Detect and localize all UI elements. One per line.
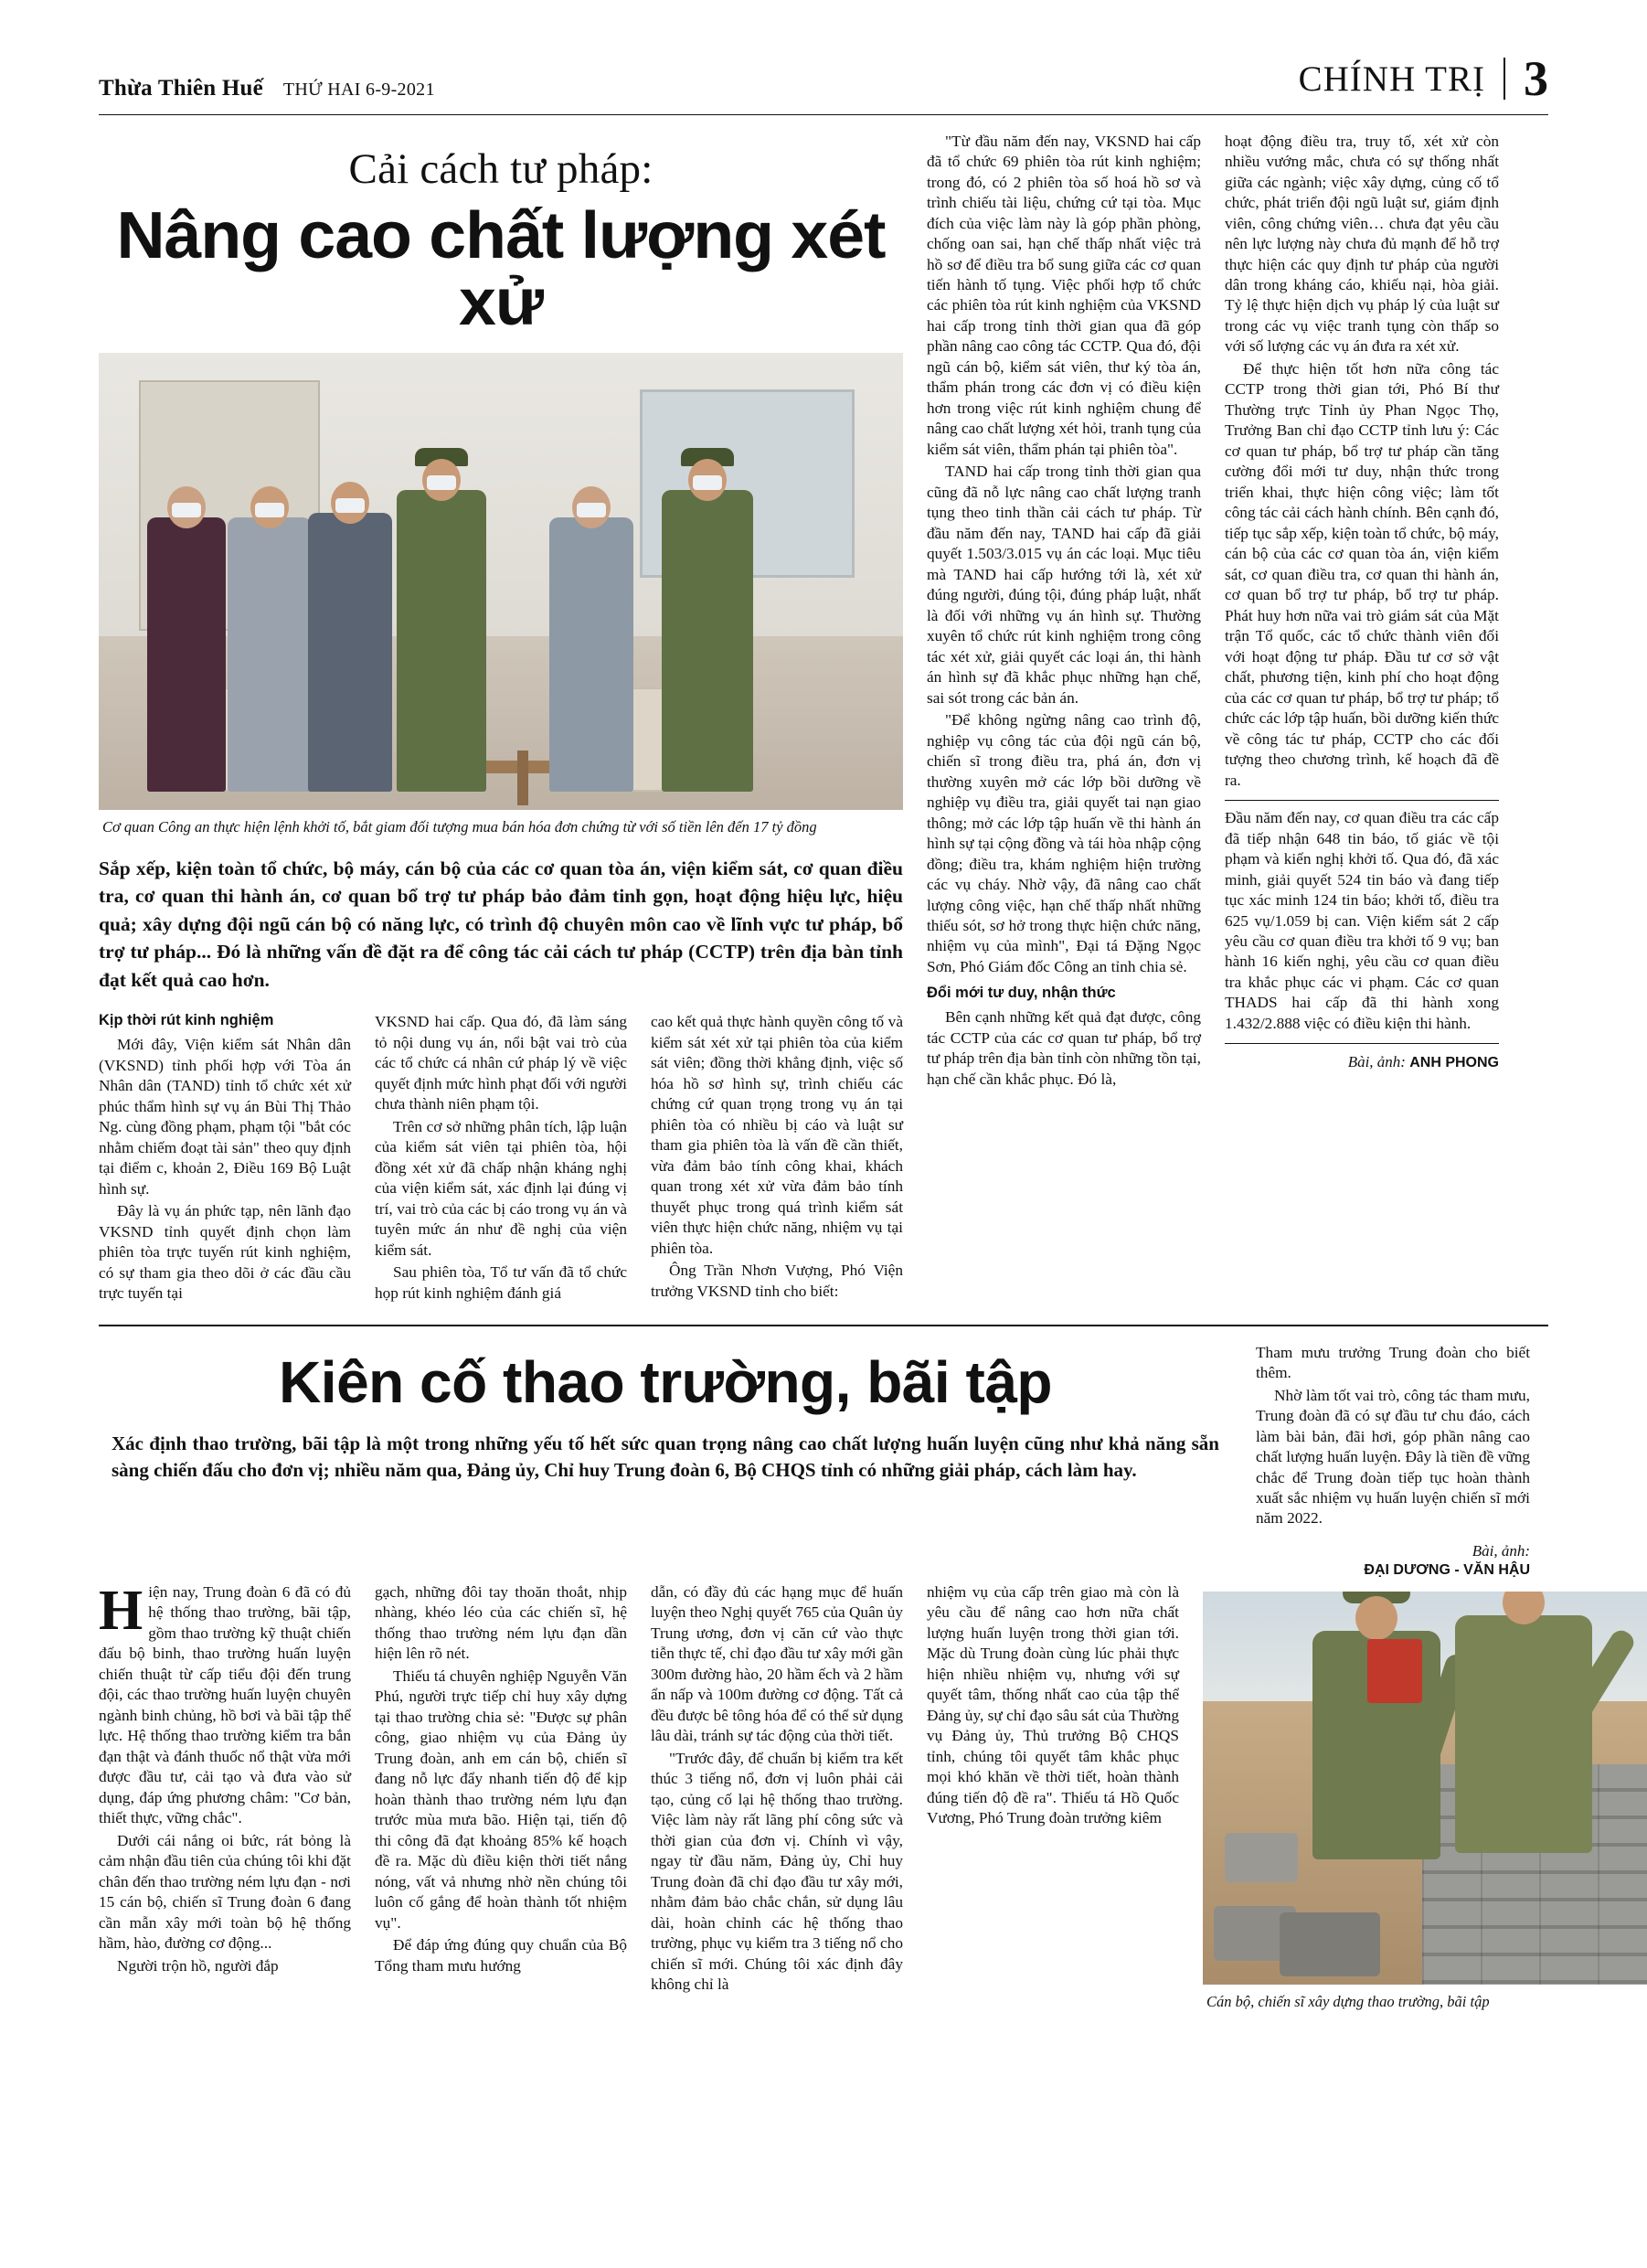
article-cai-cach-tu-phap <box>99 132 1548 1306</box>
paragraph: Đây là vụ án phức tạp, nên lãnh đạo VKSND tỉnh quyết định chọn làm phiên tòa trực tuyến rút kinh nghiệm, có sự tham gia theo dõi ở các đầu cầu trực tuyến tại <box>99 1202 351 1303</box>
paragraph: Để thực hiện tốt hơn nữa công tác CCTP trong thời gian tới, Phó Bí thư Thường trực Tỉnh ủy Phan Ngọc Thọ, Trưởng Ban chỉ đạo CCTP tỉnh lưu ý: Các cơ quan tư pháp, bổ trợ tư pháp cần tăng cường đổi mới tư duy, nhận thức trong triển khai, thực hiện công việc; làm tốt công tác cải cách hành chính. Bên cạnh đó, tiếp tục sắp xếp, kiện toàn tổ chức, bộ máy, cán bộ của các cơ quan tòa án, viện kiểm sát, cơ quan điều tra, cơ quan thi hành án, cơ quan bổ trợ tư pháp, bổ trợ tư pháp. Phát huy hơn nữa vai trò giám sát của Mặt trận Tổ quốc, các tổ chức thành viên đối với hoạt động tư pháp. Đầu tư cơ sở vật chất, phương tiện, kinh phí cho hoạt động của các cơ quan tư pháp, bổ trợ tư pháp; tổ chức các lớp tập huấn, bồi dưỡng kiến thức về công tác tư pháp, CCTP cho các đối tượng theo chương trình, kế hoạch đã đề ra. <box>1225 359 1499 789</box>
paragraph: Người trộn hồ, người đắp <box>117 1956 279 1975</box>
paragraph: nhiệm vụ của cấp trên giao mà còn là yêu cầu để nâng cao hơn nữa chất lượng huấn luyện trong thời gian tới. Mặc dù Trung đoàn cùng lúc phải thực hiện nhiều nhiệm vụ, nhưng với sự quyết tâm, thống nhất cao của tập thể Đảng ủy, sự chỉ đạo sâu sát của Thường vụ Đảng ủy, Thủ trưởng Bộ CHQS tỉnh, chúng tôi quyết tâm khắc phục mọi khó khăn về thời tiết, hoàn thành đúng tiến độ đề ra". Thiếu tá Hồ Quốc Vương, Phó Trung đoàn trưởng kiêm <box>927 1582 1179 1827</box>
article2-byline <box>1256 1542 1530 1579</box>
article1-headline: Nâng cao chất lượng xét xử <box>116 198 886 340</box>
paragraph: "Từ đầu năm đến nay, VKSND hai cấp đã tổ chức 69 phiên tòa rút kinh nghiệm; trong đó, có 2 phiên tòa số hoá hồ sơ và trình chiếu tài liệu, chứng cứ tại tòa. Mục đích của việc làm này là góp phần phòng, chống oan sai, hạn chế thấp nhất việc trả hồ sơ để điều tra bổ sung giữa các cơ quan tiến hành tố tụng. Việc phối hợp tổ chức các phiên tòa rút kinh nghiệm của VKSND hai cấp trong tỉnh thời gian qua đã góp phần nâng cao công tác CCTP. Qua đó, đội ngũ cán bộ, kiểm sát viên, thư ký tòa án, thẩm phán trong các đơn vị có điều kiện hơn trong việc rút kinh nghiệm chung để nâng cao chất lượng xét hỏi, tranh tụng của kiểm sát viên, thẩm phán tại phiên tòa". <box>927 132 1201 458</box>
article-separator-rule <box>99 1325 1548 1326</box>
article1-byline-author: ANH PHONG <box>1409 1055 1499 1071</box>
article2-byline-prefix: Bài, ảnh: <box>1472 1541 1530 1560</box>
article2-photo-caption: Cán bộ, chiến sĩ xây dựng thao trường, bãi tập <box>1206 1992 1490 2010</box>
article-kien-co-thao-truong <box>99 1343 1548 2013</box>
masthead-right <box>1298 51 1548 106</box>
paper-name: Thừa Thiên Huế <box>99 75 263 101</box>
paragraph: Hiện nay, Trung đoàn 6 đã có đủ hệ thống thao trường, bãi tập, gồm thao trường kỹ thuật chiến đấu bộ binh, thao trường huấn luyện chiến thuật từ cấp tiểu đội đến trung đội, các thao trường huấn luyện chuyên ngành binh chủng, hồ bơi và bãi tập thể lực. Hệ thống thao trường kiểm tra bắn đạn thật và đánh thuốc nổ thật vừa mới được đầu tư, cải tạo và đưa vào sử dụng, đáp ứng phương châm: "Cơ bản, thiết thực, vững chắc". <box>99 1579 351 1827</box>
article1-column-1 <box>99 1012 351 1305</box>
article2-column-3 <box>651 1582 903 2012</box>
masthead-left <box>99 76 435 101</box>
paragraph: Dưới cái nắng oi bức, rát bỏng là cảm nhận đầu tiên của chúng tôi khi đặt chân đến thao trường ném lựu đạn - nơi 15 cán bộ, chiến sĩ Trung đoàn 6 đang cần mẫn xây mới toàn bộ hệ thống hầm, hào, đường cơ động... <box>99 1831 351 1953</box>
paragraph: Mới đây, Viện kiểm sát Nhân dân (VKSND) tỉnh phối hợp với Tòa án Nhân dân (TAND) tỉnh tổ chức xét xử phúc thẩm hình sự vụ án Bùi Thị Thảo Ng. cùng đồng phạm, phạm tội "bắt cóc nhằm chiếm đoạt tài sản" theo quy định tại điểm c, khoản 2, Điều 169 Bộ Luật hình sự. <box>99 1036 351 1198</box>
article2-column-1 <box>99 1579 351 2012</box>
article1-byline-prefix: Bài, ảnh: <box>1347 1053 1406 1071</box>
paragraph: Thiếu tá chuyên nghiệp Nguyễn Văn Phú, người trực tiếp chỉ huy xây dựng tại thao trường chia sẻ: "Được sự phân công, giao nhiệm vụ của Đảng ủy Trung đoàn, anh em cán bộ, chiến sĩ đang nỗ lực đẩy nhanh tiến độ để kịp hoàn thành thao trường ném lựu đạn trước mùa mưa bão. Hiện tại, tiến độ thi công đã đạt khoảng 85% kế hoạch đề ra. Mặc dù điều kiện thời tiết nắng nóng, vất vả nhưng nhờ nền chúng tôi luôn cố gắng để hoàn thành tốt nhiệm vụ". <box>375 1666 627 1932</box>
paragraph: TAND hai cấp trong tỉnh thời gian qua cũng đã nỗ lực nâng cao chất lượng tranh tụng theo tinh thần cải cách tư pháp. Từ đầu năm đến nay, TAND hai cấp đã giải quyết 1.503/3.015 vụ án các loại. Mục tiêu mà TAND hai cấp hướng tới là, xét xử đúng người, đúng tội, đúng pháp luật, nhất là đối với những vụ án hình sự. Thường xuyên tổ chức rút kinh nghiệm trong công tác xét xử, giải quyết các loại án, thi hành án hình sự đã khắc phục những hạn chế, sai sót trong các bản án. <box>927 463 1201 707</box>
article1-column-5 <box>1225 132 1499 1306</box>
paragraph: Bên cạnh những kết quả đạt được, công tác CCTP của các cơ quan tư pháp, bổ trợ tư pháp trên địa bàn tỉnh còn những tồn tại, hạn chế cần khắc phục. Đó là, <box>927 1008 1201 1088</box>
article1-column-3 <box>651 1012 903 1305</box>
paragraph: cao kết quả thực hành quyền công tố và kiểm sát xét xử tại phiên tòa của kiểm sát viên; đồng thời khẳng định, việc số hóa hồ sơ hình sự, trình chiếu các chứng cứ quan trọng trong vụ án tại phiên tòa có nhiều bị cáo và luật sư tham gia phiên tòa là vấn đề cần thiết, vừa đảm bảo tính công khai, khách quan trong xét xử vừa đảm bảo tính thuyết phục trong quá trình kiểm sát viên thực hiện chức năng, nhiệm vụ tại phiên tòa. <box>651 1013 903 1257</box>
article1-subhead-2: Đổi mới tư duy, nhận thức <box>927 985 1116 1002</box>
article1-photo-caption: Cơ quan Công an thực hiện lệnh khởi tố, bắt giam đối tượng mua bán hóa đơn chứng từ với số tiền lên đến 17 tỷ đồng <box>102 818 817 836</box>
section-title: CHÍNH TRỊ <box>1298 59 1485 99</box>
paragraph: Sau phiên tòa, Tổ tư vấn đã tổ chức họp rút kinh nghiệm đánh giá <box>375 1263 627 1302</box>
paragraph: Trên cơ sở những phân tích, lập luận của kiểm sát viên tại phiên tòa, hội đồng xét xử đã chấp nhận kháng nghị của viện kiểm sát, xác định lại đúng vị trí, vai trò của các bị cáo trong vụ án và tuyên mức án như đề nghị của viện kiểm sát. <box>375 1117 627 1259</box>
article1-columns <box>99 1012 903 1305</box>
factbox-rule-bottom <box>1225 1043 1499 1044</box>
paragraph: hoạt động điều tra, truy tố, xét xử còn nhiều vướng mắc, chưa có sự thống nhất giữa các ngành; việc xây dựng, củng cố tổ chức, phát triển đội ngũ luật sư, giám định viên, công chứng viên… chưa đạt yêu cầu nên lực lượng này chưa đủ mạnh để hỗ trợ thực hiện các quy định tư pháp của người dân trong kháng cáo, khiếu nại, hòa giải. Tỷ lệ thực hiện dịch vụ pháp lý của luật sư trong các vụ việc tranh tụng còn thấp so với số lượng các vụ án đưa ra xét xử. <box>1225 132 1499 356</box>
article2-column-2 <box>375 1582 627 2012</box>
article1-photo <box>99 353 903 810</box>
issue-date: THỨ HAI 6-9-2021 <box>282 79 435 100</box>
article2-lede: Xác định thao trường, bãi tập là một trong những yếu tố hết sức quan trọng nâng cao chất lượng huấn luyện cũng như khả năng sẵn sàng chiến đấu cho đơn vị; nhiều năm qua, Đảng ủy, Chỉ huy Trung đoàn 6, Bộ CHQS tỉnh có những giải pháp, cách làm hay. <box>112 1432 1219 1482</box>
factbox-paragraph: Đầu năm đến nay, cơ quan điều tra các cấp đã tiếp nhận 648 tin báo, tố giác về tội phạm và kiến nghị khởi tố. Qua đó, đã xác minh, giải quyết 524 tin báo và đang tiếp tục xác minh 124 tin báo; khởi tố, điều tra 625 vụ/1.059 bị can. Viện kiểm sát 2 cấp yêu cầu cơ quan điều tra khởi tố 9 vụ; ban hành 16 kiến nghị, yêu cầu cơ quan điều tra khắc phục các vi phạm. Các cơ quan THADS hai cấp đã thi hành xong 1.432/2.888 việc có điều kiện thi hành. <box>1225 809 1499 1032</box>
paragraph: "Để không ngừng nâng cao trình độ, nghiệp vụ công tác của đội ngũ cán bộ, chiến sĩ trong điều tra, phá án, đơn vị thường xuyên mở các lớp bồi dưỡng về nghiệp vụ điều tra, giải quyết tai nạn giao thông; mở các lớp tập huấn về thi hành án hình sự tại cộng đồng và tái hòa nhập cộng đồng; điều tra, khám nghiệm hiện trường các vụ cháy. Nhờ vậy, đã nâng cao chất lượng công việc, hạn chế thấp nhất những thiếu sót, sơ hở trong thực hiện chức năng, nhiệm vụ của mình", Đại tá Đặng Ngọc Sơn, Phó Giám đốc Công an tỉnh chia sẻ. <box>927 711 1201 975</box>
masthead <box>99 0 1548 111</box>
article2-byline-author: ĐẠI DƯƠNG - VĂN HẬU <box>1364 1561 1530 1578</box>
article2-headline: Kiên cố thao trường, bãi tập <box>279 1348 1052 1415</box>
masthead-divider <box>1504 58 1505 100</box>
article2-column-4 <box>927 1582 1179 2012</box>
page-number: 3 <box>1524 51 1548 106</box>
paragraph: gạch, những đôi tay thoăn thoắt, nhịp nhàng, khéo léo của các chiến sĩ, hệ thống thao trường ném lựu đạn dần hiện lên rõ nét. <box>375 1582 627 1663</box>
paragraph: Nhờ làm tốt vai trò, công tác tham mưu, Trung đoàn đã có sự đầu tư chu đáo, cách làm bài bản, đãi hơi, góp phần nâng cao chất lượng huấn luyện. Đây là tiền đề vững chắc để Trung đoàn tiếp tục hoàn thành xuất sắc nhiệm vụ huấn luyện chiến sĩ mới năm 2022. <box>1256 1386 1530 1528</box>
article2-top <box>99 1343 1548 1579</box>
article2-photo-column <box>1203 1582 1490 2012</box>
article1-subhead-1: Kịp thời rút kinh nghiệm <box>99 1012 274 1029</box>
paragraph: "Trước đây, để chuẩn bị kiểm tra kết thúc 3 tiếng nổ, đơn vị luôn phải cải tạo, củng cố lại hệ thống thao trường. Việc làm này rất lãng phí công sức và thời gian của đơn vị. Chính vì vậy, ngay từ đầu năm, Đảng ủy, Chỉ huy Trung đoàn đã chỉ đạo đầu tư xây mới, nhằm đảm bảo chắc chắn, sử dụng lâu dài, hoàn chỉnh các hệ thống thao trường, phục vụ kiểm tra 3 tiếng nổ cho chiến sĩ mới. Chúng tôi xác định đây không chỉ là <box>651 1749 903 1994</box>
paragraph: VKSND hai cấp. Qua đó, đã làm sáng tỏ nội dung vụ án, nổi bật vai trò của các tổ chức cá nhân cứ pháp lý về việc quyết định mức hình phạt đối với người chưa thành niên phạm tội. <box>375 1013 627 1113</box>
paragraph: Ông Trần Nhơn Vượng, Phó Viện trưởng VKSND tỉnh cho biết: <box>651 1262 903 1300</box>
factbox-rule-top <box>1225 800 1499 801</box>
paragraph: Tham mưu trưởng Trung đoàn cho biết thêm. <box>1256 1343 1530 1382</box>
article1-kicker: Cải cách tư pháp: <box>348 144 653 193</box>
article2-photo <box>1203 1592 1647 1985</box>
article1-main-block <box>99 132 903 1306</box>
article2-head-block <box>99 1343 1232 1579</box>
paragraph: dẫn, có đầy đủ các hạng mục để huấn luyện theo Nghị quyết 765 của Quân ủy Trung ương, đơn vị căn cứ vào thực tiễn thực tế, chỉ đạo đầu tư xây mới gần 300m đường hào, 20 hầm ếch và 2 hầm ẩn nấp và 100m đường cơ động. Tất cả đều được bê tông hóa để có thể sử dụng lâu dài, tránh sự tác động của thời tiết. <box>651 1582 903 1745</box>
article1-column-4 <box>927 132 1201 1306</box>
article2-columns <box>99 1579 1548 2012</box>
article1-lede: Sắp xếp, kiện toàn tổ chức, bộ máy, cán bộ của các cơ quan tòa án, viện kiểm sát, cơ quan điều tra, cơ quan thi hành án, cơ quan bổ trợ tư pháp bảo đảm tinh gọn, hoạt động hiệu lực, hiệu quả; xây dựng đội ngũ cán bộ có năng lực, có trình độ chuyên môn cao về lĩnh vực tư pháp, bổ trợ tư pháp... Đó là những vấn đề đặt ra để công tác cải cách tư pháp (CCTP) trên địa bàn tỉnh đạt kết quả cao hơn. <box>99 857 903 991</box>
article2-column-5-top <box>1256 1343 1530 1579</box>
masthead-rule <box>99 114 1548 115</box>
paragraph: Để đáp ứng đúng quy chuẩn của Bộ Tổng tham mưu hướng <box>375 1936 627 1975</box>
article1-column-2 <box>375 1012 627 1305</box>
article1-byline <box>1225 1053 1499 1071</box>
